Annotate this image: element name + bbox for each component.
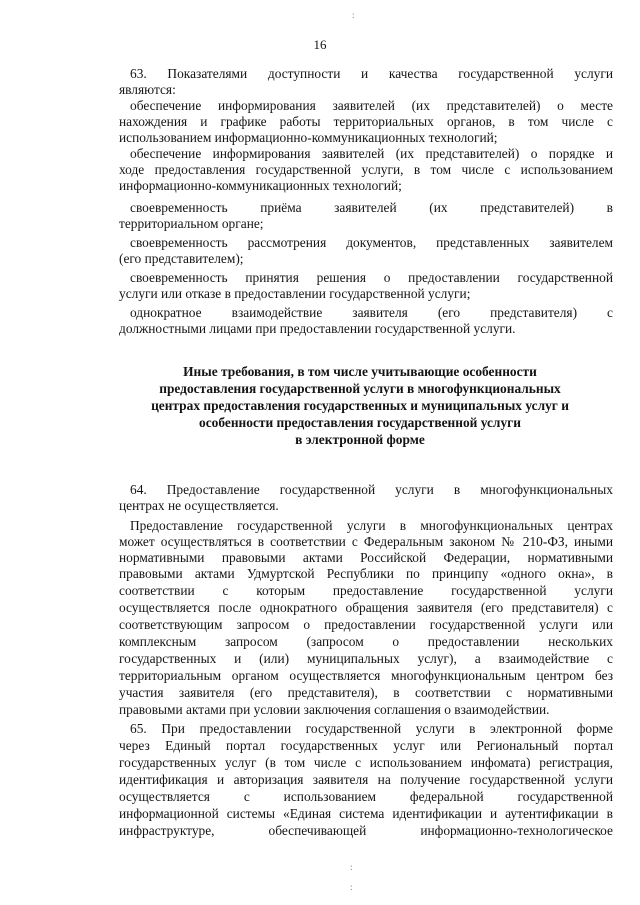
text-line: участия заявителя (его представителя), в соответствии с нормативными [119, 685, 613, 700]
text-line: информационно-коммуникационных технологий; [119, 178, 402, 193]
text-line: являются: [119, 82, 176, 97]
text-line: Предоставление государственной услуги в многофункциональных центрах [130, 518, 613, 533]
heading-line: особенности предоставления государственной услуги [199, 415, 521, 430]
text-line: должностными лицами при предоставлении государственной услуги. [119, 321, 516, 336]
scan-mark: : [350, 862, 353, 872]
heading-line: Иные требования, в том числе учитывающие особенности [183, 364, 537, 379]
text-line: своевременность приёма заявителей (их представителей) в [130, 200, 613, 215]
text-line: осуществляется с использованием федеральной государственной [119, 789, 613, 804]
text-line: через Единый портал государственных услуг или Региональный портал [119, 738, 613, 753]
text-line: территориальном органе; [119, 216, 264, 231]
text-line: соответствии с которым предоставление государственной услуги [119, 583, 613, 598]
heading-line: центрах предоставления государственных и муниципальных услуг и [151, 398, 569, 413]
text-line: государственных и (или) муниципальных услуг), а взаимодействие с [119, 651, 613, 666]
text-line: 65. При предоставлении государственной услуги в электронной форме [130, 721, 613, 736]
text-line: нахождения и графике работы территориальных органов, в том числе с [119, 114, 613, 129]
text-line: использованием информационно-коммуникационных технологий; [119, 130, 498, 145]
text-line: информационной системы «Единая система идентификации и аутентификации в [119, 806, 613, 821]
text-line: ходе предоставления государственной услуги, в том числе с использованием [119, 162, 613, 177]
text-line: 63. Показателями доступности и качества государственной услуги [130, 66, 613, 81]
text-line: (его представителем); [119, 251, 244, 266]
text-line: правовыми актами при условии заключения соглашения о взаимодействии. [119, 702, 550, 717]
text-line: услуги или отказе в предоставлении государственной услуги; [119, 286, 471, 301]
text-line: может осуществляться в соответствии с Федеральным законом № 210-ФЗ, иными [119, 534, 613, 549]
text-line: комплексным запросом (запросом о предоставлении нескольких [119, 634, 613, 649]
heading-line: предоставления государственной услуги в многофункциональных [159, 381, 561, 396]
text-line: идентификация и авторизация заявителя на получение государственной услуги [119, 772, 613, 787]
text-line: 64. Предоставление государственной услуги в многофункциональных [130, 482, 613, 497]
text-line: нормативными правовыми актами Российской Федерации, нормативными [119, 550, 613, 565]
scan-mark: : [352, 10, 355, 20]
text-line: своевременность принятия решения о предоставлении государственной [130, 270, 613, 285]
page-number: 16 [313, 37, 327, 52]
scan-mark: : [350, 882, 353, 892]
text-line: своевременность рассмотрения документов, представленных заявителем [130, 235, 613, 250]
text-line: обеспечение информирования заявителей (их представителей) о месте [130, 98, 613, 113]
text-line: правовыми актами Удмуртской Республики по принципу «одного окна», в [119, 566, 613, 581]
text-line: однократное взаимодействие заявителя (его представителя) с [130, 305, 613, 320]
heading-line: в электронной форме [295, 432, 425, 447]
text-line: инфраструктуре, обеспечивающей информационно-технологическое [119, 823, 613, 838]
text-line: территориальным органом осуществляется многофункциональным центром без [119, 668, 613, 683]
text-line: центрах не осуществляется. [119, 498, 279, 513]
text-line: осуществляется после однократного обращения заявителя (его представителя) с [119, 600, 613, 615]
text-line: обеспечение информирования заявителей (их представителей) о порядке и [130, 146, 613, 161]
text-line: государственных услуг (в том числе с использованием инфомата) регистрация, [119, 755, 613, 770]
text-line: соответствующим запросом о предоставлении государственной услуги или [119, 617, 613, 632]
